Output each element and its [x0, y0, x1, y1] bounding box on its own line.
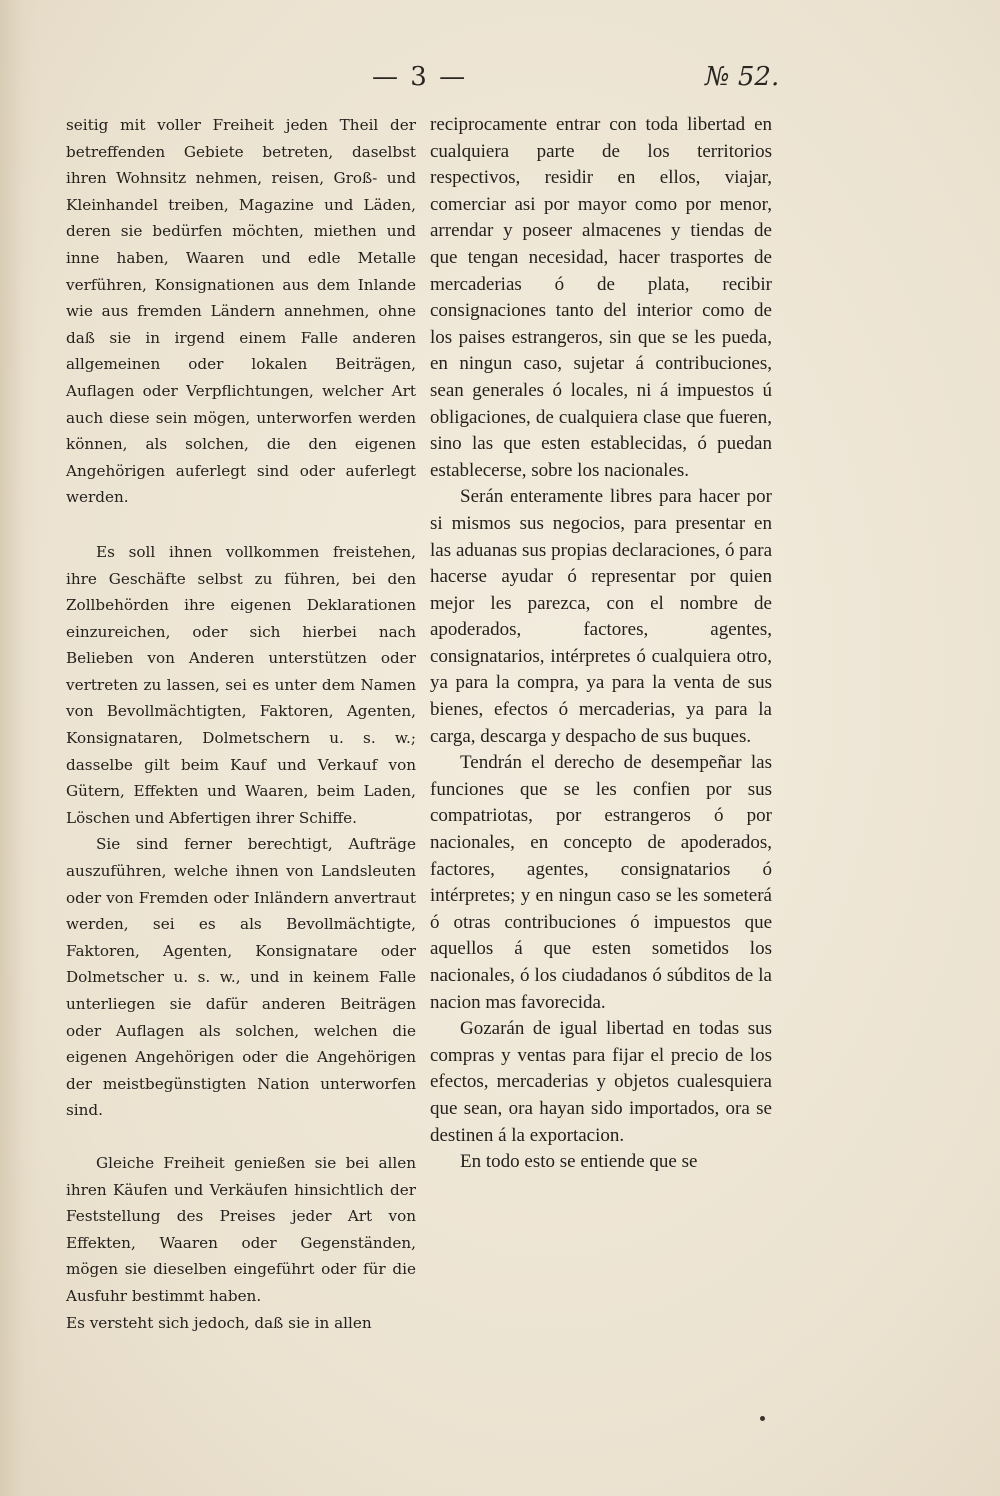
german-paragraph-4: Gleiche Freiheit genießen sie bei allen ihren Käufen und Verkäufen hinsichtlich der Feststellung des Preises jeder Art von Effekten, Waaren oder Gegenständen, mögen sie dieselben eingeführt oder für die Ausfuhr bestimmt haben. [66, 1153, 416, 1305]
spanish-paragraph-5: En todo esto se entiende que se [460, 1151, 698, 1173]
german-paragraph-2: Es soll ihnen vollkommen freistehen, ihre Geschäfte selbst zu führen, bei den Zollbehörden ihre eigenen Deklarationen einzureichen, oder sich hierbei nach Belieben von Anderen unterstützen oder vertreten zu lassen, sei es unter dem Namen von Bevollmächtigten, Faktoren, Agenten, Konsignataren, Dolmetschern u. s. w.; dasselbe gilt beim Kauf und Verkauf von Gütern, Effekten und Waaren, beim Laden, Löschen und Abfertigen ihrer Schiffe. [66, 542, 416, 827]
german-paragraph-5: Es versteht sich jedoch, daß sie in allen [66, 1313, 372, 1332]
spanish-paragraph-4: Gozarán de igual libertad en todas sus compras y ventas para fijar el precio de los efectos, mercaderias y objetos cualesquiera que sean, ora hayan sido importados, ora se destinen á la exportacion. [430, 1018, 772, 1146]
german-column [66, 112, 416, 1336]
spanish-paragraph-2: Serán enteramente libres para hacer por si mismos sus negocios, para presentar en las aduanas sus propias declaraciones, ó para hacerse ayudar ó representar por quien mejor les parezca, con el nombre de apoderados, factores, agentes, consignatarios, intérpretes ó cualquiera otro, ya para la compra, ya para la venta de sus bienes, efectos ó mercaderias, ya para la carga, descarga y despacho de sus buques. [430, 486, 772, 747]
spanish-paragraph-3: Tendrán el derecho de desempeñar las funciones que se les confien por sus compatriotas, por estrangeros ó por nacionales, en concepto de apoderados, factores, agentes, consignatarios ó intérpretes; y en ningun caso se les someterá ó otras contribuciones ó impuestos que aquellos á que esten sometidos los nacionales, ó los ciudadanos ó súbditos de la nacion mas favorecida. [430, 752, 772, 1013]
spanish-paragraph-1: reciprocamente entrar con toda libertad en cualquiera parte de los territorios respectivos, residir en ellos, viajar, comerciar asi por mayor como por menor, arrendar y poseer almacenes y tiendas de que tengan necesidad, hacer trasportes de mercaderias ó de plata, recibir consignaciones tanto del interior como de los paises estrangeros, sin que se les pueda, en ningun caso, sujetar á contribuciones, sean generales ó locales, ni á impuestos ú obligaciones, de cualquiera clase que fueren, sino las que esten establecidas, ó puedan establecerse, sobre los nacionales. [430, 114, 772, 481]
german-paragraph-3: Sie sind ferner berechtigt, Aufträge auszuführen, welche ihnen von Landsleuten oder von Fremden oder Inländern anvertraut werden, sei es als Bevollmächtigte, Faktoren, Agenten, Konsignatare oder Dolmetscher u. s. w., und in keinem Falle unterliegen sie dafür anderen Beiträgen oder Auflagen als solchen, welchen die eigenen Angehörigen oder die Angehörigen der meistbegünstigten Nation unterworfen sind. [66, 835, 416, 1120]
page-header [0, 62, 1000, 102]
german-paragraph-1: seitig mit voller Freiheit jeden Theil der betreffenden Gebiete betreten, daselbst ihren Wohnsitz nehmen, reisen, Groß- und Kleinhandel treiben, Magazine und Läden, deren sie bedürfen möchten, miethen und inne haben, Waaren und edle Metalle verführen, Konsignationen aus dem Inlande wie aus fremden Ländern annehmen, ohne daß sie in irgend einem Falle anderen allgemeinen oder lokalen Beiträgen, Auflagen oder Verpflichtungen, welcher Art auch diese sein mögen, unterworfen werden können, als solchen, die den eigenen Angehörigen auferlegt sind oder auferlegt werden. [66, 116, 416, 507]
sheet-number: № 52. [705, 62, 780, 92]
ink-speck [760, 1416, 765, 1421]
page-number: — 3 — [372, 62, 468, 92]
page-edge-shadow [0, 0, 40, 1496]
spanish-column [430, 112, 772, 1176]
